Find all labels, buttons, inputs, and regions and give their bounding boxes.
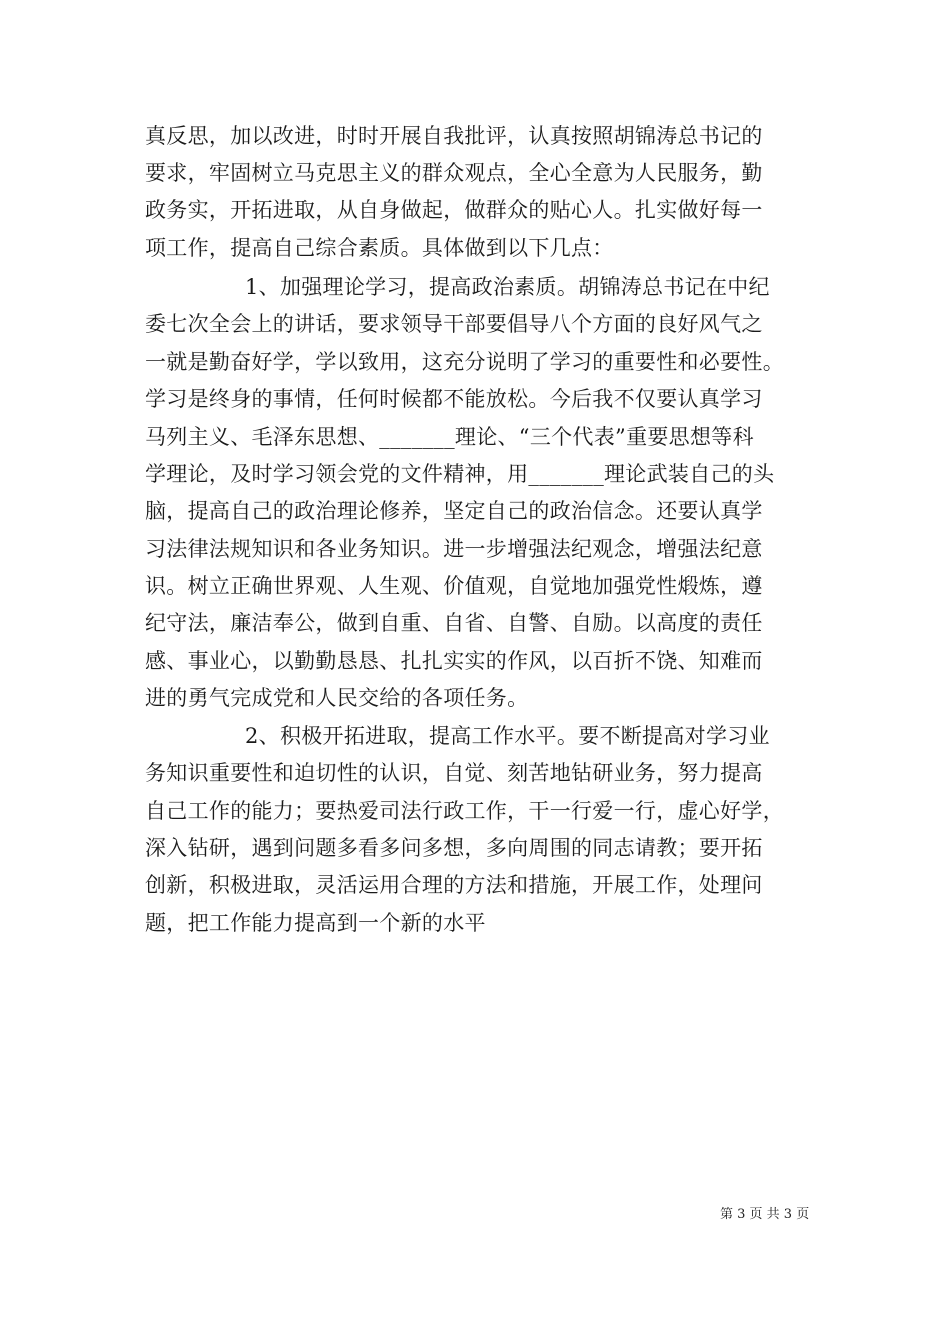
body-line-9: 马列主义、毛泽东思想、_______理论、“三个代表”重要思想等科: [145, 425, 754, 449]
body-line-8: 学习是终身的事情，任何时候都不能放松。今后我不仅要认真学习: [145, 387, 763, 411]
body-line-15: 感、事业心，以勤勤恳恳、扎扎实实的作风，以百折不饶、知难而: [145, 649, 763, 673]
body-line-6: 委七次全会上的讲话，要求领导干部要倡导八个方面的良好风气之: [145, 312, 763, 336]
body-line-20: 深入钻研，遇到问题多看多问多想，多向周围的同志请教；要开拓: [145, 836, 763, 860]
page-number-footer: 第 3 页 共 3 页: [720, 1207, 810, 1222]
body-line-16: 进的勇气完成党和人民交给的各项任务。: [145, 686, 529, 710]
body-line-12: 习法律法规知识和各业务知识。进一步增强法纪观念，增强法纪意: [145, 537, 763, 561]
paragraph-1-heading-line: 1、加强理论学习，提高政治素质。胡锦涛总书记在中纪: [245, 275, 770, 299]
body-line-22: 题，把工作能力提高到一个新的水平: [145, 911, 486, 935]
body-line-4: 项工作，提高自己综合素质。具体做到以下几点：: [145, 236, 614, 260]
body-line-3: 政务实，开拓进取，从自身做起，做群众的贴心人。扎实做好每一: [145, 198, 763, 222]
body-line-21: 创新，积极进取，灵活运用合理的方法和措施，开展工作，处理问: [145, 873, 763, 897]
body-line-18: 务知识重要性和迫切性的认识，自觉、刻苦地钻研业务，努力提高: [145, 761, 763, 785]
body-line-7: 一就是勤奋好学，学以致用，这充分说明了学习的重要性和必要性。: [145, 350, 784, 374]
body-line-11: 脑，提高自己的政治理论修养，坚定自己的政治信念。还要认真学: [145, 499, 763, 523]
paragraph-2-heading-line: 2、积极开拓进取，提高工作水平。要不断提高对学习业: [245, 724, 770, 748]
body-line-2: 要求，牢固树立马克思主义的群众观点，全心全意为人民服务，勤: [145, 161, 763, 185]
body-line-1: 真反思，加以改进，时时开展自我批评，认真按照胡锦涛总书记的: [145, 124, 763, 148]
body-line-10: 学理论，及时学习领会党的文件精神，用_______理论武装自己的头: [145, 462, 775, 486]
body-line-19: 自己工作的能力；要热爱司法行政工作，干一行爱一行，虚心好学，: [145, 799, 784, 823]
body-line-13: 识。树立正确世界观、人生观、价值观，自觉地加强党性煅炼，遵: [145, 574, 763, 598]
body-line-14: 纪守法，廉洁奉公，做到自重、自省、自警、自励。以高度的责任: [145, 611, 763, 635]
